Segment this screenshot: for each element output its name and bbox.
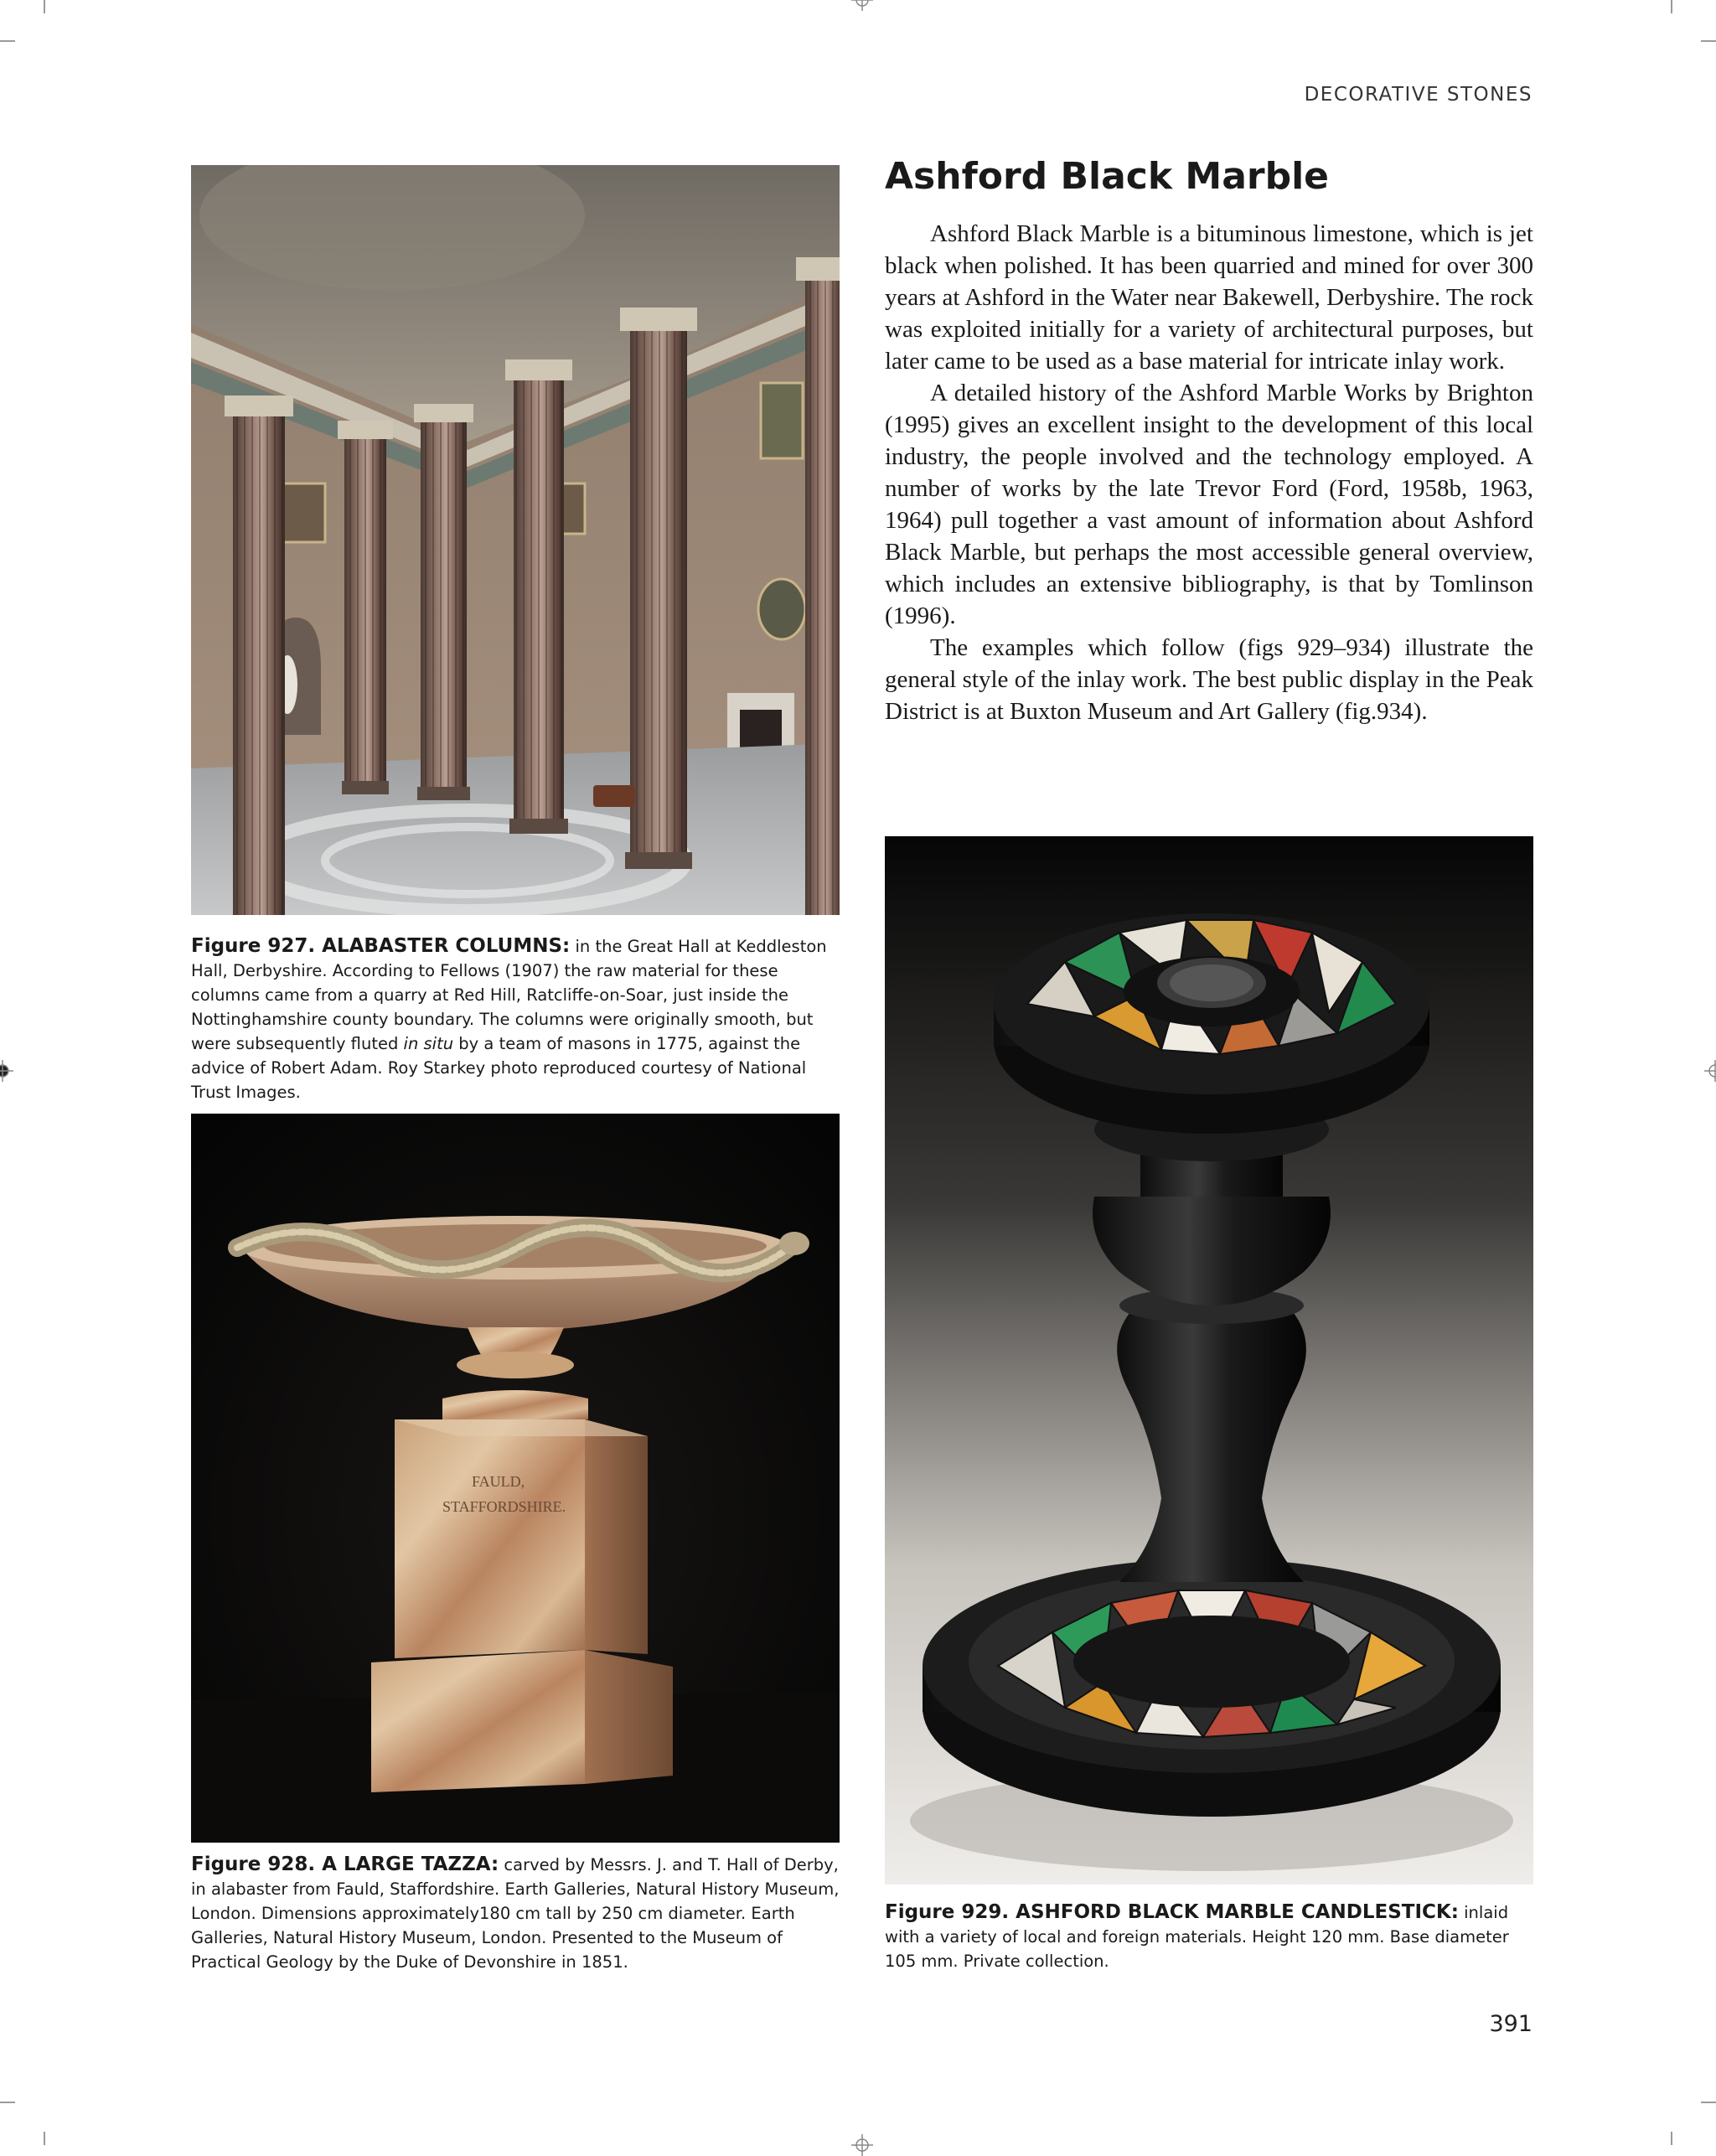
figure-928-text: carved by Messrs. J. and T. Hall of Derby, in alabaster from Fauld, Staffordshire. Earth Galleries, Natural History Museum, London. Dimensions approximately180 cm tall by 250 cm diameter. Earth Galleries, Natural History Museum, London. Presented to the Museum of Practical Geology by the Duke of Devonshire in 1851. [191,1855,840,1972]
alabaster-columns-photo [191,165,840,915]
plinth-inscription-line2: STAFFORDSHIRE. [442,1498,566,1515]
page-number: 391 [1489,2011,1533,2037]
crop-mark [1671,0,1672,13]
crop-mark [0,40,15,42]
figure-929-caption [885,1900,1535,1973]
figure-929-text: inlaid with a variety of local and foreign materials. Height 120 mm. Base diameter 105 mm. Private collection. [885,1903,1509,1971]
crop-mark [44,2132,45,2145]
figure-929-label: Figure 929. ASHFORD BLACK MARBLE CANDLESTICK: [885,1901,1459,1923]
registration-mark [851,2134,873,2156]
paragraph: A detailed history of the Ashford Marble Works by Brighton (1995) gives an excellent insight to the development of this local industry, the people involved and the technology employed. A number of works by the late Trevor Ford (Ford, 1958b, 1963, 1964) pull together a vast amount of information about Ashford Black Marble, but perhaps the most accessible general overview, which includes an extensive bibliography, is that by Tomlinson (1996). [885,380,1533,629]
crop-mark [44,0,45,13]
crop-mark [1701,2102,1716,2103]
figure-927-text: in the Great Hall at Keddleston Hall, Derbyshire. According to Fellows (1907) the raw material for these columns came from a quarry at Red Hill, Ratcliffe-on-Soar, just inside the Nottinghamshire county boundary. The columns were originally smooth, but were subsequently fluted [191,937,827,1053]
figure-927-text-end: by a team of masons in 1775, against the advice of Robert Adam. Roy Starkey photo reproduced courtesy of National Trust Images. [191,1034,807,1102]
plinth-inscription-line1: FAULD, [472,1473,525,1490]
crop-mark [1701,40,1716,42]
candlestick-photo [885,836,1533,1885]
figure-927-caption [191,934,845,1104]
running-head: DECORATIVE STONES [1304,84,1533,106]
figure-927-italic: in situ [403,1034,454,1053]
registration-mark [1704,1060,1716,1082]
large-tazza-photo [191,1114,840,1843]
paragraph: Ashford Black Marble is a bituminous limestone, which is jet black when polished. It has been quarried and mined for over 300 years at Ashford in the Water near Bakewell, Derbyshire. The rock was exploited initially for a variety of architectural purposes, but later came to be used as a base material for intricate inlay work. [885,220,1533,375]
registration-mark [851,0,873,11]
crop-mark [0,2102,15,2103]
crop-mark [1671,2132,1672,2145]
figure-928-label: Figure 928. A LARGE TAZZA: [191,1854,499,1875]
registration-mark [0,1060,13,1082]
section-title: Ashford Black Marble [885,155,1330,198]
figure-928-caption [191,1853,845,1974]
paragraph: The examples which follow (figs 929–934) illustrate the general style of the inlay work. The best public display in the Peak District is at Buxton Museum and Art Gallery (fig.934). [885,634,1533,725]
body-text [885,218,1533,727]
figure-927-label: Figure 927. ALABASTER COLUMNS: [191,935,571,957]
